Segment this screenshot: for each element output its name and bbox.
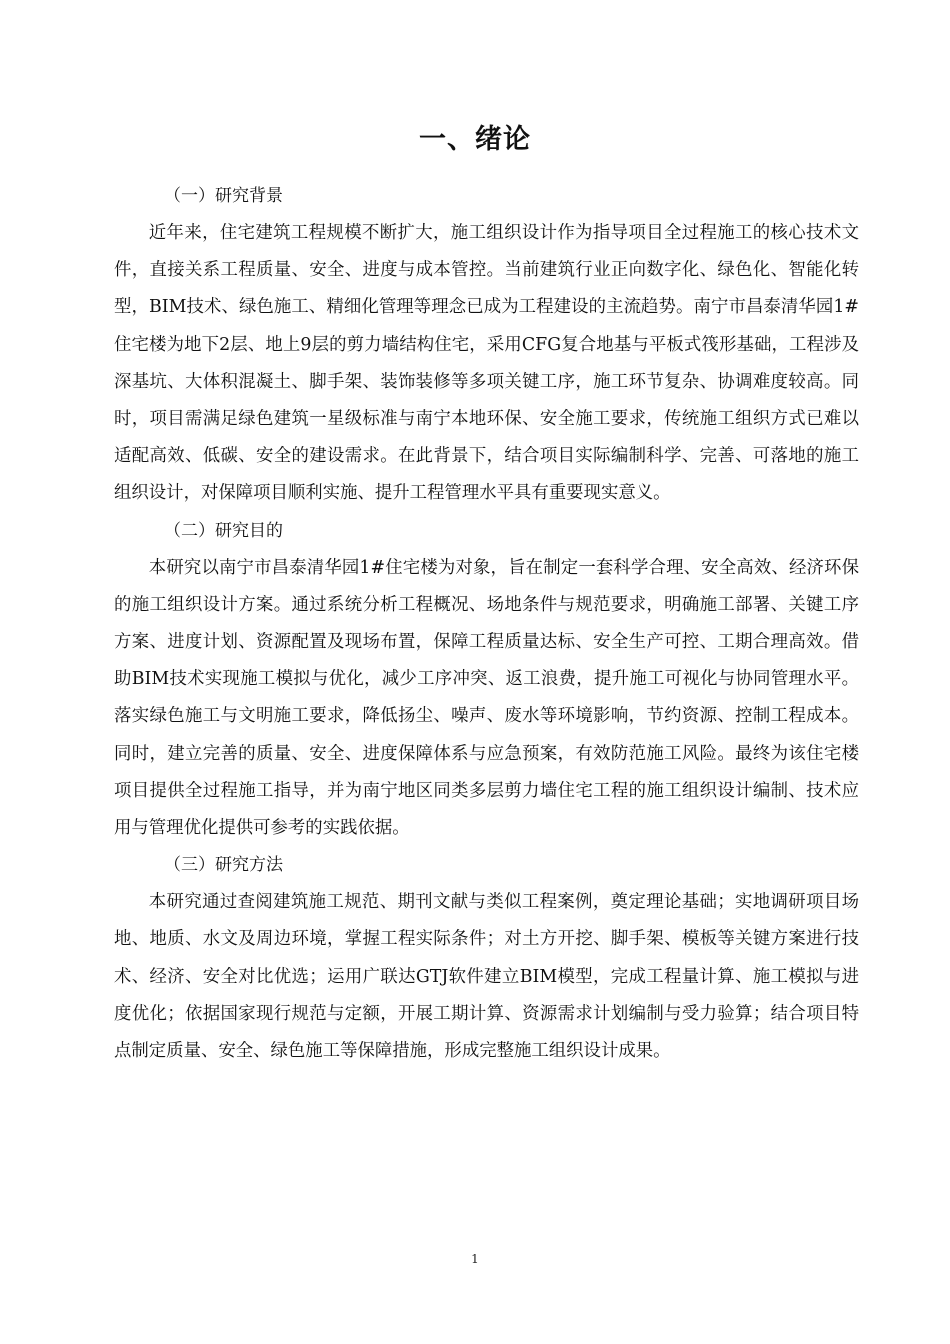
section-heading: （三）研究方法 bbox=[164, 855, 283, 876]
chapter-body bbox=[114, 178, 859, 1070]
section-research-background bbox=[114, 178, 859, 513]
section-research-purpose bbox=[114, 513, 859, 848]
section-paragraph: 本研究以南宁市昌泰清华园1#住宅楼为对象，旨在制定一套科学合理、安全高效、经济环保的施工组织设计方案。通过系统分析工程概况、场地条件与规范要求，明确施工部署、关键工序方案、进度计划、资源配置及现场布置，保障工程质量达标、安全生产可控、工期合理高效。借助BIM技术实现施工模拟与优化，减少工序冲突、返工浪费，提升施工可视化与协同管理水平。落实绿色施工与文明施工要求，降低扬尘、噪声、废水等环境影响，节约资源、控制工程成本。同时，建立完善的质量、安全、进度保障体系与应急预案，有效防范施工风险。最终为该住宅楼项目提供全过程施工指导，并为南宁地区同类多层剪力墙住宅工程的施工组织设计编制、技术应用与管理优化提供可参考的实践依据。 bbox=[114, 557, 859, 839]
section-paragraph: 本研究通过查阅建筑施工规范、期刊文献与类似工程案例，奠定理论基础；实地调研项目场地、地质、水文及周边环境，掌握工程实际条件；对土方开挖、脚手架、模板等关键方案进行技术、经济、安全对比优选；运用广联达GTJ软件建立BIM模型，完成工程量计算、施工模拟与进度优化；依据国家现行规范与定额，开展工期计算、资源需求计划编制与受力验算；结合项目特点制定质量、安全、绿色施工等保障措施，形成完整施工组织设计成果。 bbox=[114, 892, 859, 1062]
chapter-title: 一、绪论 bbox=[419, 124, 531, 155]
section-paragraph: 近年来，住宅建筑工程规模不断扩大，施工组织设计作为指导项目全过程施工的核心技术文件，直接关系工程质量、安全、进度与成本管控。当前建筑行业正向数字化、绿色化、智能化转型，BIM技术、绿色施工、精细化管理等理念已成为工程建设的主流趋势。南宁市昌泰清华园1#住宅楼为地下2层、地上9层的剪力墙结构住宅，采用CFG复合地基与平板式筏形基础，工程涉及深基坑、大体积混凝土、脚手架、装饰装修等多项关键工序，施工环节复杂、协调难度较高。同时，项目需满足绿色建筑一星级标准与南宁本地环保、安全施工要求，传统施工组织方式已难以适配高效、低碳、安全的建设需求。在此背景下，结合项目实际编制科学、完善、可落地的施工组织设计，对保障项目顺利实施、提升工程管理水平具有重要现实意义。 bbox=[114, 223, 859, 504]
section-heading: （二）研究目的 bbox=[164, 520, 283, 541]
section-heading: （一）研究背景 bbox=[164, 186, 283, 206]
section-research-method bbox=[114, 847, 859, 1070]
page-number: 1 bbox=[471, 1252, 479, 1266]
